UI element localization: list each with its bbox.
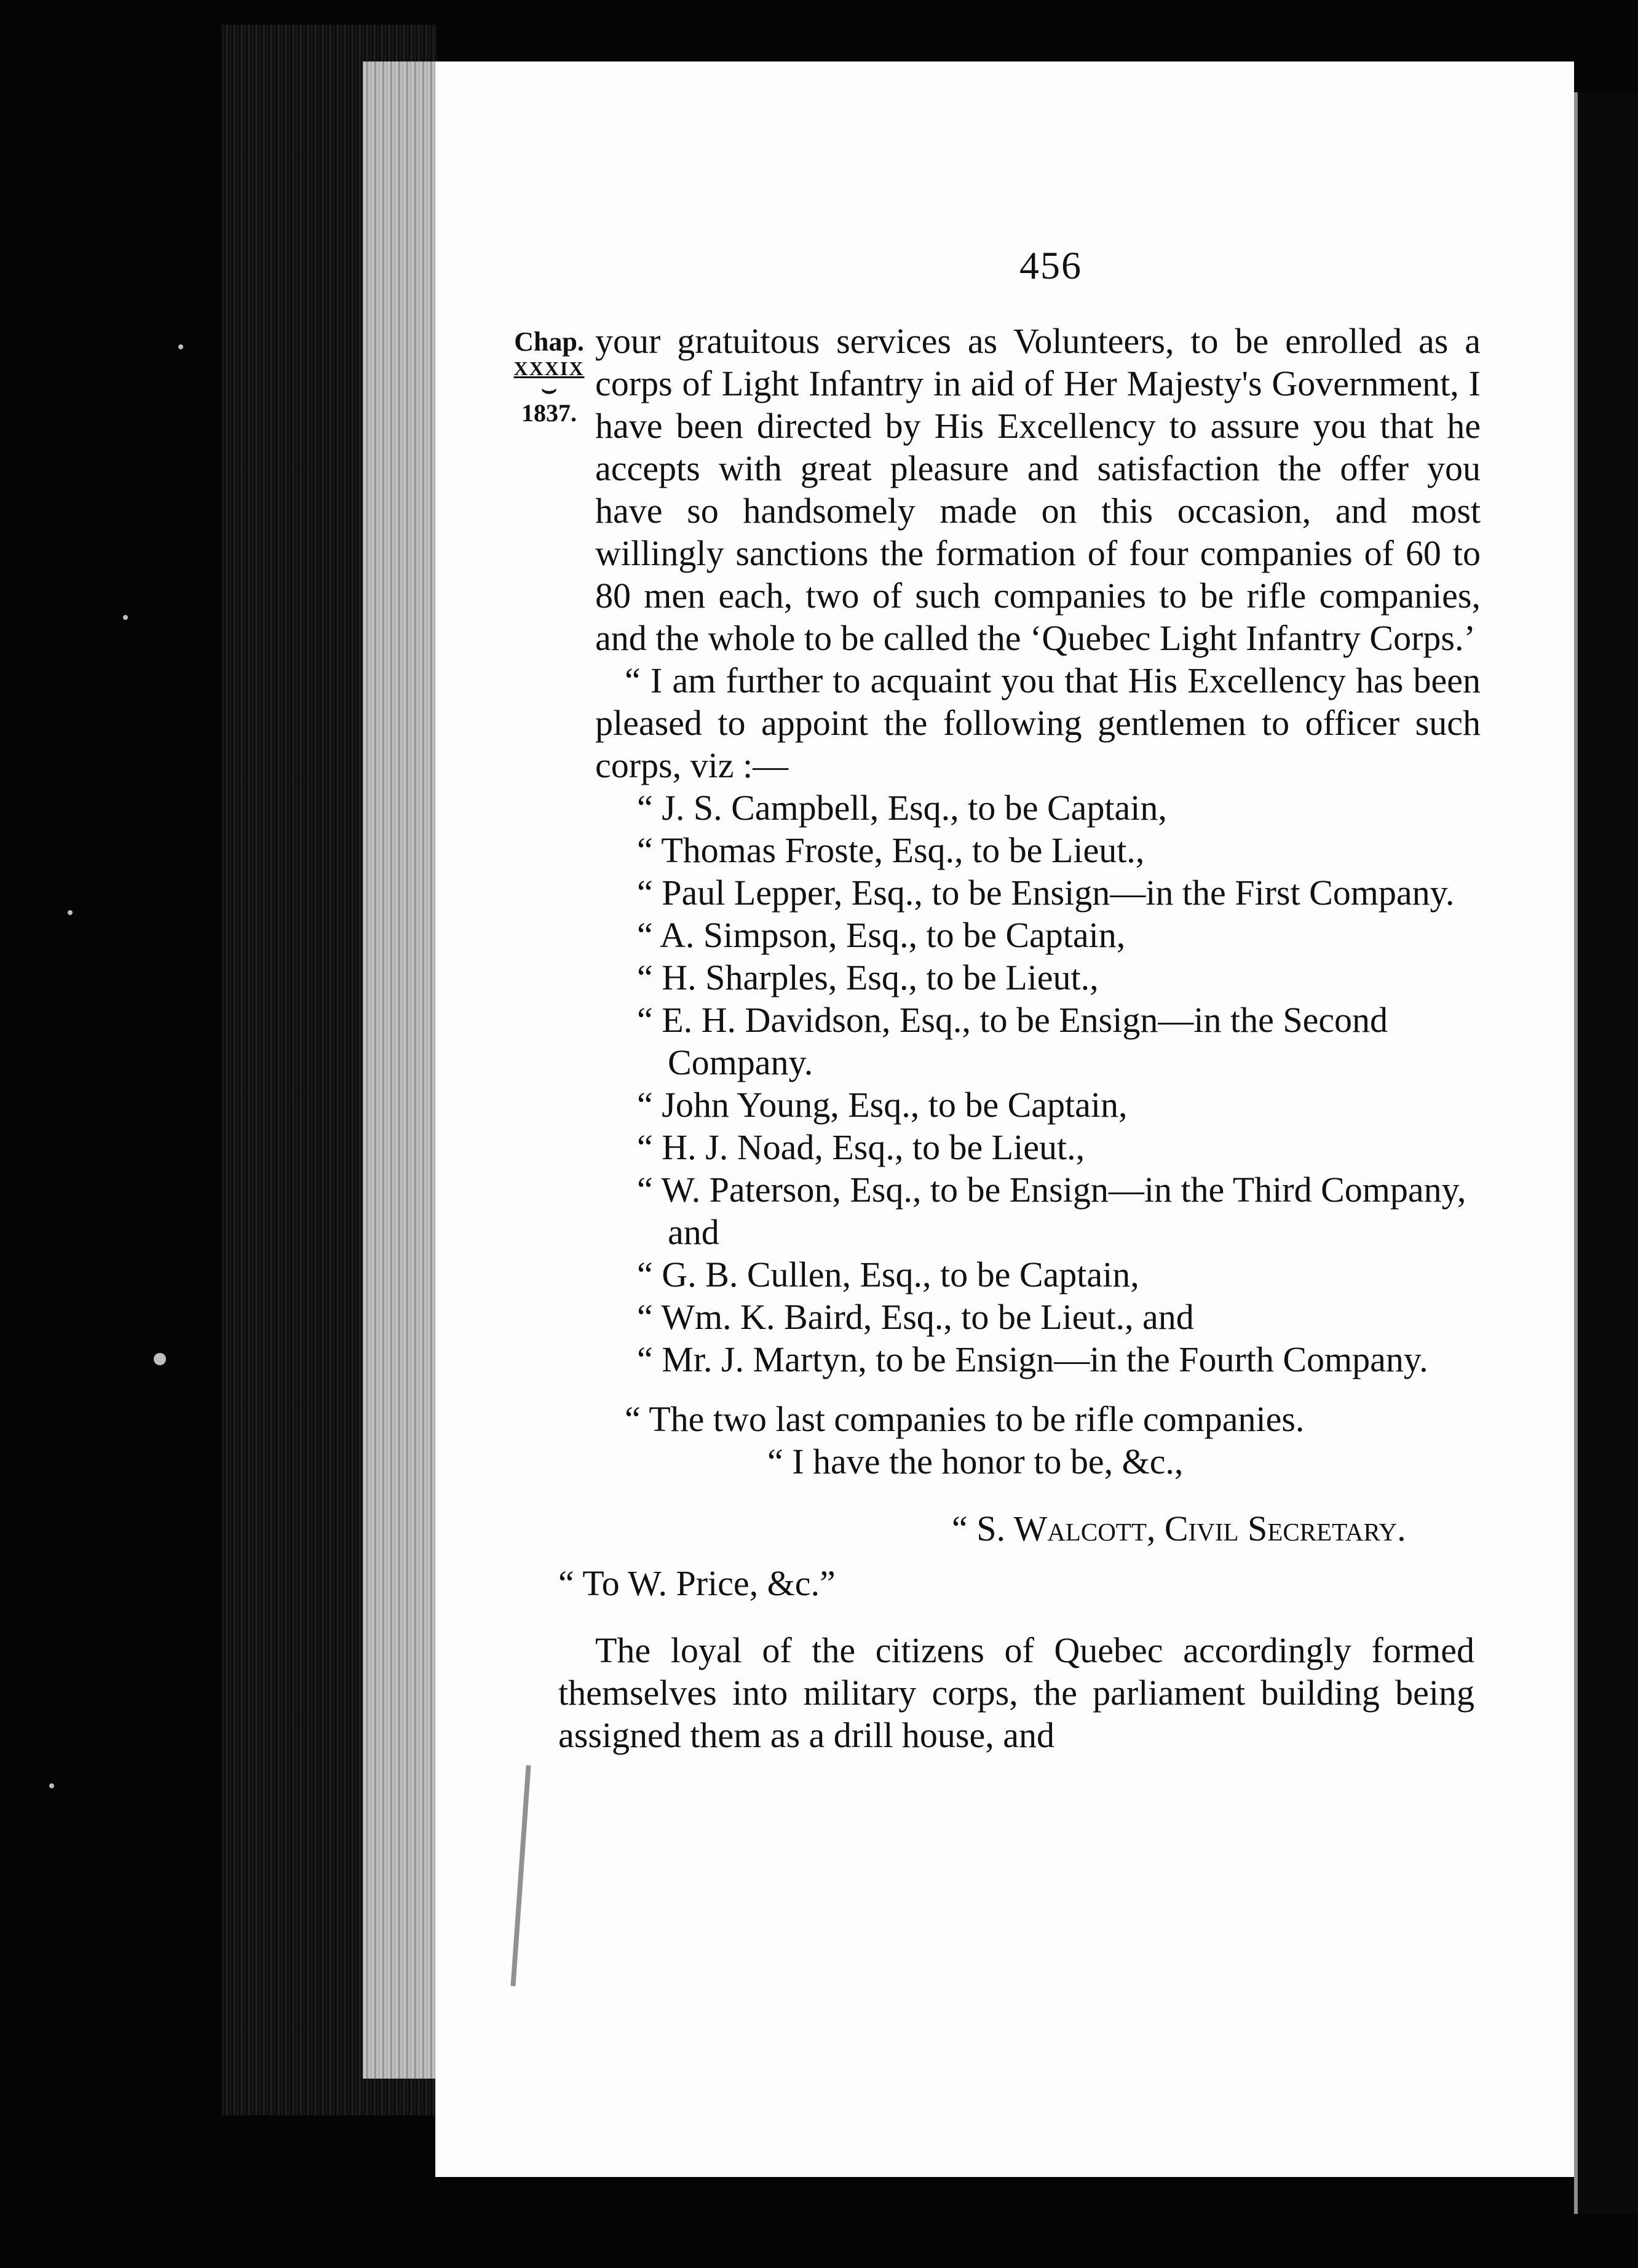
- opening-paragraph: your gratuitous services as Volunteers, to be enrolled as a corps of Light Infantry in aid of Her Majesty's Government, I have been directed by His Excellency to assure you that he accepts with great pleasure and satisfaction the offer you have so handsomely made on this occasion, and most willingly sanctions the formation of four companies of 60 to 80 men each, two of such companies to be rifle companies, and the whole to be called the ‘Quebec Light Infantry Corps.’: [595, 321, 1481, 658]
- list-item: “ H. J. Noad, Esq., to be Lieut.,: [637, 1127, 1085, 1167]
- final-paragraph: The loyal of the citizens of Quebec accordingly formed themselves into military corps, the parliament building being assigned them as a drill house, and: [558, 1630, 1474, 1755]
- closing-salutation: “ I have the honor to be, &c.,: [767, 1441, 1184, 1481]
- list-item: “ H. Sharples, Esq., to be Lieut.,: [637, 958, 1099, 997]
- pencil-margin-mark: [510, 1765, 531, 1986]
- list-item: “ J. S. Campbell, Esq., to be Captain,: [637, 788, 1167, 828]
- margin-chapter-label: Chap.: [514, 327, 584, 357]
- list-item: “ Thomas Froste, Esq., to be Lieut.,: [637, 830, 1145, 870]
- dust-speck: [68, 910, 73, 915]
- margin-year: 1837.: [521, 399, 577, 427]
- margin-brace: ⌣: [540, 375, 558, 403]
- page-number: 456: [1019, 244, 1082, 287]
- page-edge-highlight: [363, 61, 437, 2079]
- book-page-edges: [221, 25, 437, 2115]
- list-item: “ E. H. Davidson, Esq., to be Ensign—in the Second Company.: [637, 1000, 1388, 1082]
- list-item: “ A. Simpson, Esq., to be Captain,: [637, 915, 1126, 955]
- dust-speck: [123, 615, 128, 620]
- list-item: “ Mr. J. Martyn, to be Ensign—in the Fourth Company.: [637, 1339, 1428, 1379]
- margin-note: [506, 326, 592, 427]
- right-page-edge: [1574, 92, 1638, 2214]
- list-item: “ G. B. Cullen, Esq., to be Captain,: [637, 1255, 1139, 1295]
- dust-speck: [49, 1783, 54, 1788]
- list-item: “ Paul Lepper, Esq., to be Ensign—in the First Company.: [637, 873, 1455, 913]
- body-text: [558, 320, 1481, 1792]
- appointments-list: [595, 787, 1481, 1381]
- list-item: “ John Young, Esq., to be Captain,: [637, 1085, 1128, 1125]
- addressee-line: “ To W. Price, &c.”: [558, 1563, 836, 1603]
- signature-line: “ S. Walcott, Civil Secretary.: [952, 1509, 1406, 1548]
- margin-chapter-number: XXXIX: [513, 357, 585, 379]
- list-item: “ W. Paterson, Esq., to be Ensign—in the Third Company, and: [637, 1170, 1466, 1252]
- rifle-note: “ The two last companies to be rifle companies.: [625, 1399, 1305, 1439]
- list-item: “ Wm. K. Baird, Esq., to be Lieut., and: [637, 1297, 1194, 1337]
- book-page: [435, 61, 1574, 2177]
- dust-speck: [178, 344, 183, 349]
- dust-speck: [154, 1353, 166, 1365]
- appointment-intro-paragraph: “ I am further to acquaint you that His Excellency has been pleased to appoint the following gentlemen to officer such corps, viz :—: [595, 660, 1481, 785]
